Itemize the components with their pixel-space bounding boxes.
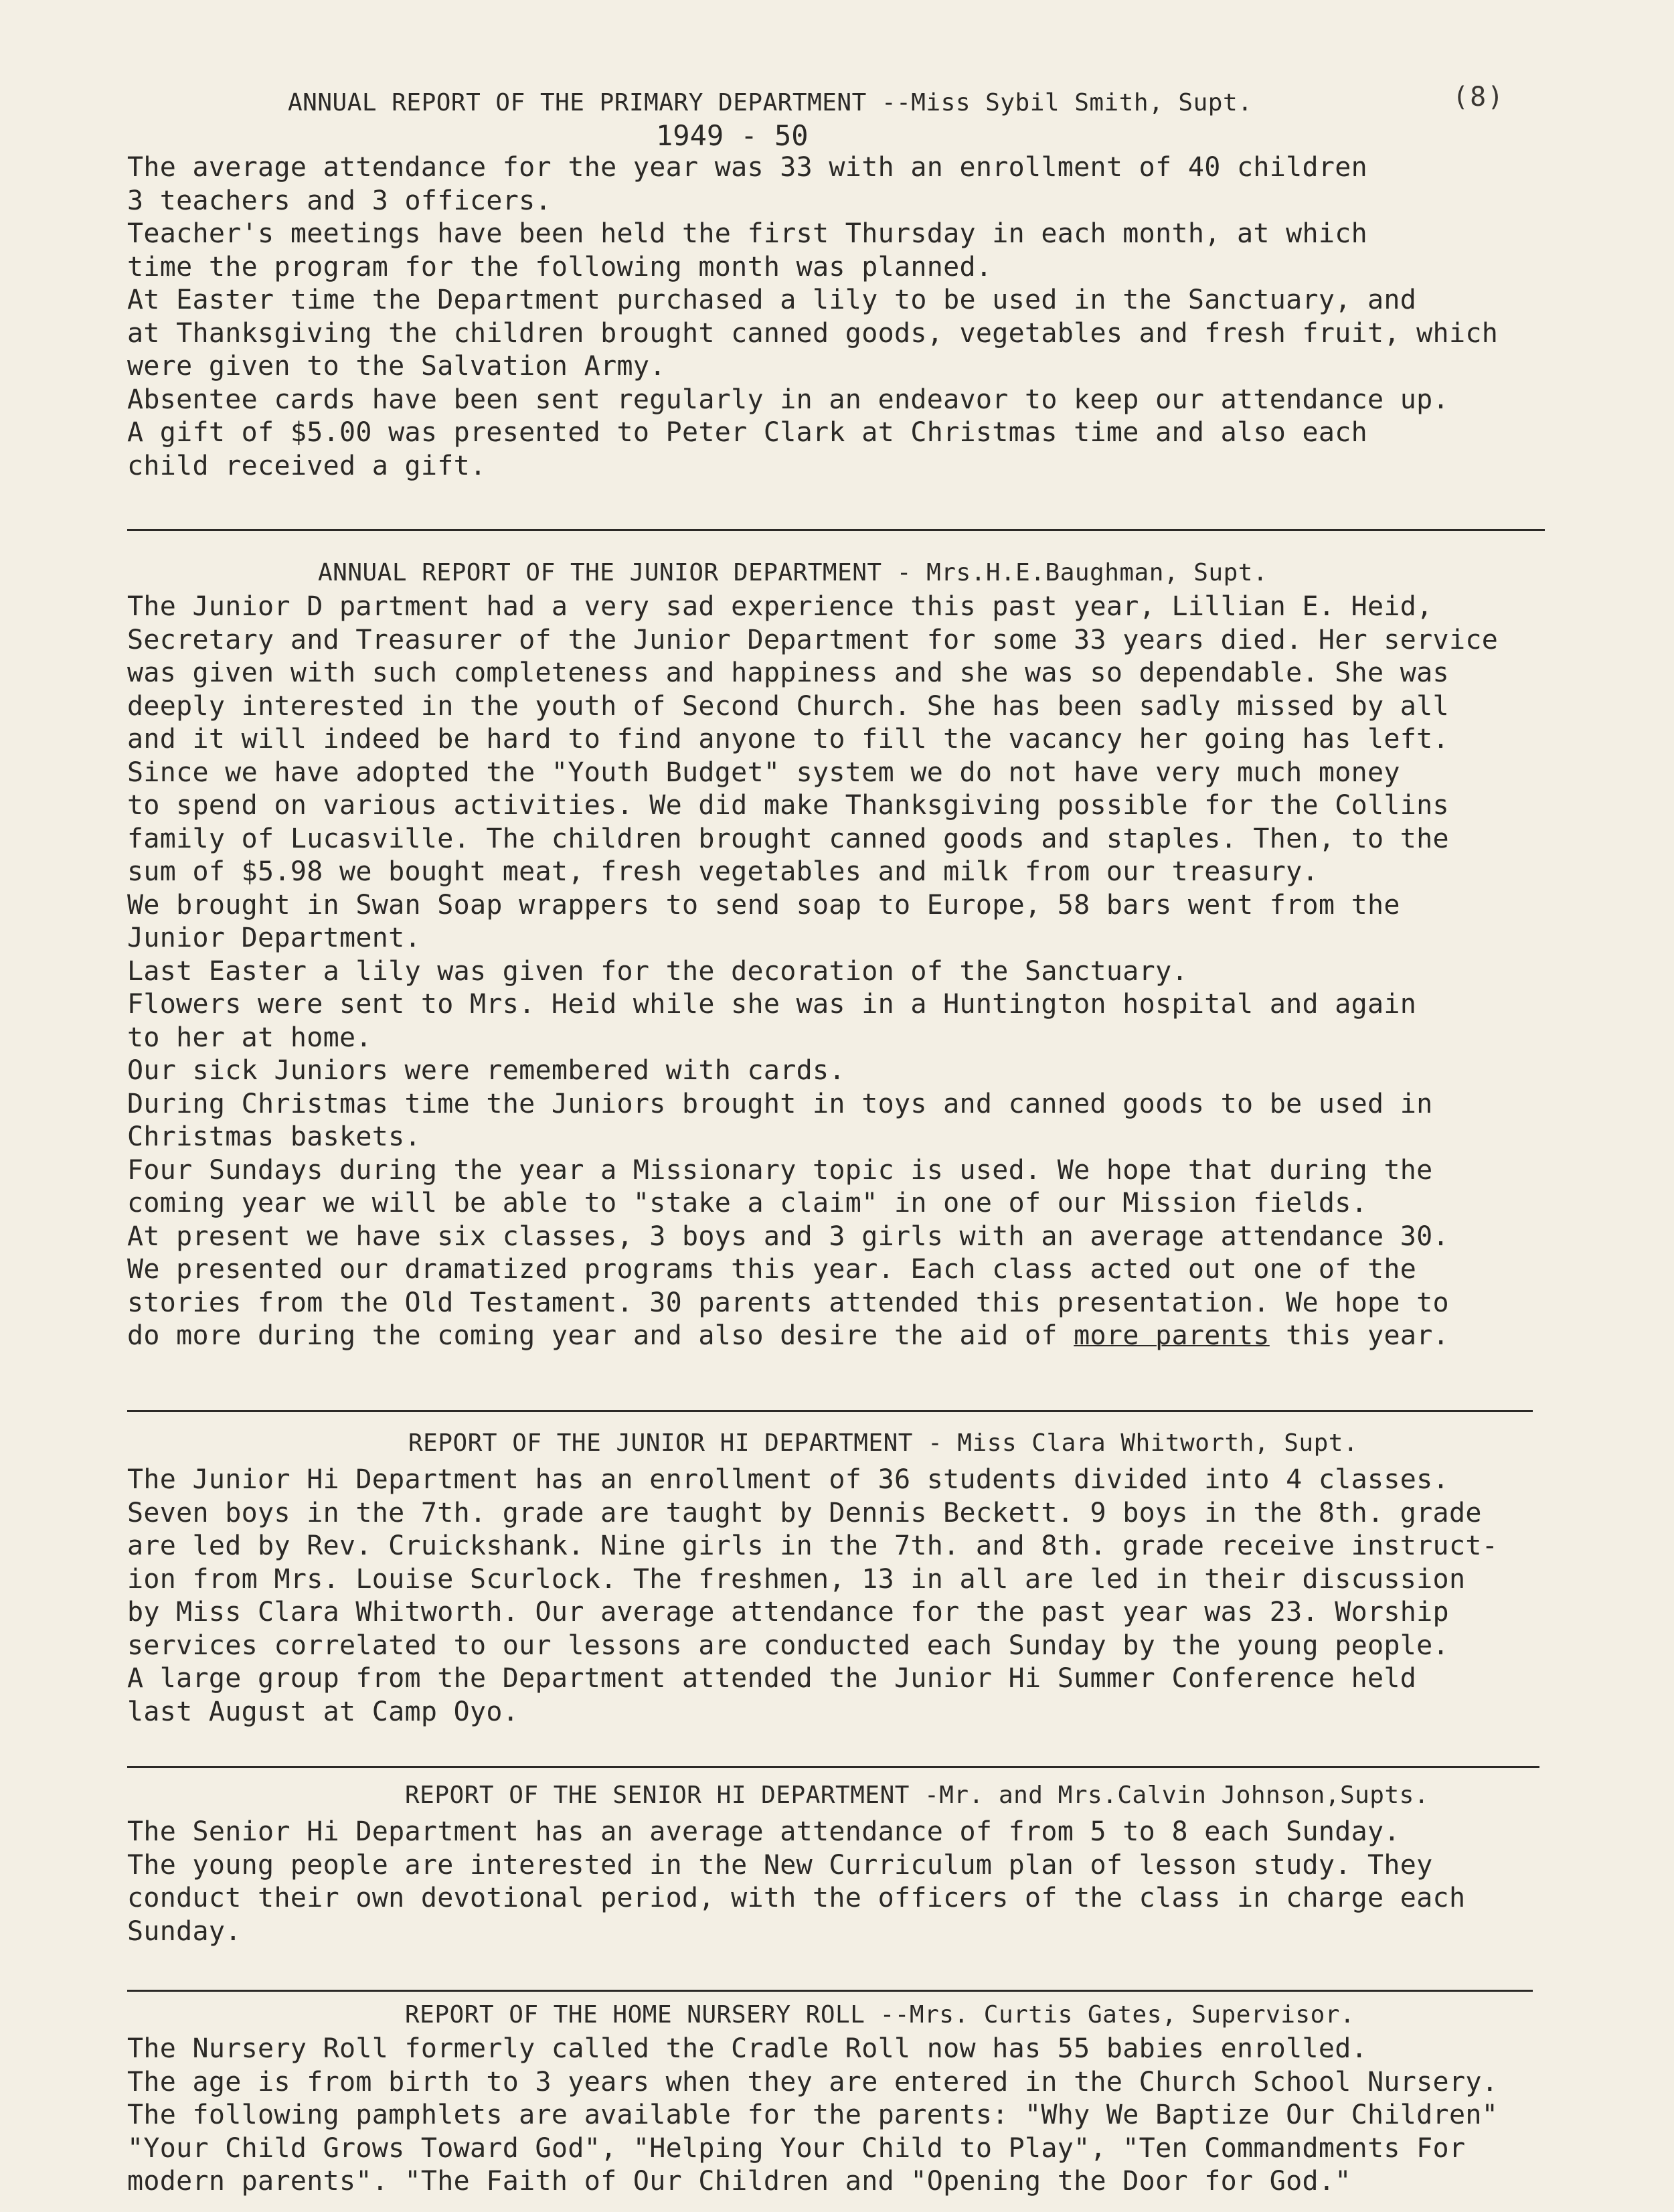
text-line: Junior Department. (127, 923, 421, 953)
section-body (127, 2033, 1553, 2199)
text-run: do more during the coming year and also desire the aid of (127, 1320, 1074, 1351)
text-line (127, 1320, 1553, 1353)
text-line: Seven boys in the 7th. grade are taught by Dennis Beckett. 9 boys in the 8th. grade (127, 1497, 1482, 1528)
text-line: The Nursery Roll formerly called the Cradle Roll now has 55 babies enrolled. (127, 2033, 1368, 2064)
text-line: The following pamphlets are available for the parents: "Why We Baptize Our Children" (127, 2100, 1499, 2130)
text-line: at Thanksgiving the children brought canned goods, vegetables and fresh fruit, which (127, 317, 1499, 349)
section-heading: REPORT OF THE SENIOR HI DEPARTMENT -Mr. and Mrs.Calvin Johnson,Supts. (405, 1782, 1429, 1809)
text-line: modern parents". "The Faith of Our Children and "Opening the Door for God." (127, 2166, 1351, 2197)
text-line: At present we have six classes, 3 boys and 3 girls with an average attendance 30. (127, 1220, 1449, 1252)
junior-hi-department-section (127, 1426, 1553, 1729)
text-line: Absentee cards have been sent regularly in an endeavor to keep our attendance up. (127, 384, 1449, 415)
text-line: to spend on various activities. We did make Thanksgiving possible for the Collins (127, 790, 1449, 821)
text-line: time the program for the following month was planned. (127, 251, 993, 283)
section-divider (127, 1410, 1533, 1412)
page-number: (8) (1452, 82, 1505, 112)
text-line: At Easter time the Department purchased a lily to be used in the Sanctuary, and (127, 285, 1417, 315)
report-year: 1949 - 50 (656, 119, 809, 152)
text-line: The Junior D partment had a very sad experience this past year, Lillian E. Heid, (127, 591, 1433, 622)
text-line: services correlated to our lessons are conducted each Sunday by the young people. (127, 1630, 1449, 1661)
text-line: stories from the Old Testament. 30 parents attended this presentation. We hope to (127, 1287, 1449, 1318)
text-line: conduct their own devotional period, with the officers of the class in charge each (127, 1883, 1466, 1913)
junior-department-section (127, 556, 1553, 1353)
text-line: A large group from the Department attended the Junior Hi Summer Conference held (127, 1663, 1417, 1694)
text-line: to her at home. (127, 1022, 372, 1053)
text-line: was given with such completeness and happiness and she was so dependable. She was (127, 657, 1449, 688)
senior-hi-department-section (127, 1778, 1553, 1948)
text-run: this year. (1269, 1320, 1449, 1351)
text-line: are led by Rev. Cruickshank. Nine girls in the 7th. and 8th. grade receive instruct- (127, 1530, 1499, 1561)
text-line: A gift of $5.00 was presented to Peter Clark at Christmas time and also each (127, 417, 1368, 448)
section-heading: ANNUAL REPORT OF THE JUNIOR DEPARTMENT - Mrs.H.E.Baughman, Supt. (318, 559, 1268, 586)
text-line: Sunday. (127, 1915, 242, 1947)
text-line: The Junior Hi Department has an enrollment of 36 students divided into 4 classes. (127, 1464, 1449, 1495)
section-body (127, 1816, 1553, 1948)
text-line: Since we have adopted the "Youth Budget" system we do not have very much money (127, 757, 1400, 788)
section-divider (127, 1766, 1539, 1768)
text-line: sum of $5.98 we bought meat, fresh vegetables and milk from our treasury. (127, 856, 1319, 887)
text-line: were given to the Salvation Army. (127, 351, 666, 382)
text-line: by Miss Clara Whitworth. Our average attendance for the past year was 23. Worship (127, 1597, 1449, 1628)
text-line: Christmas baskets. (127, 1121, 421, 1152)
text-line: During Christmas time the Juniors brought in toys and canned goods to be used in (127, 1088, 1433, 1119)
section-heading: REPORT OF THE HOME NURSERY ROLL --Mrs. Curtis Gates, Supervisor. (405, 2001, 1355, 2029)
section-divider (127, 529, 1545, 531)
text-line: ion from Mrs. Louise Scurlock. The freshmen, 13 in all are led in their discussion (127, 1563, 1466, 1595)
text-line: Secretary and Treasurer of the Junior Department for some 33 years died. Her service (127, 624, 1499, 655)
section-heading: ANNUAL REPORT OF THE PRIMARY DEPARTMENT --Miss Sybil Smith, Supt. (288, 89, 1253, 116)
text-line: We presented our dramatized programs this year. Each class acted out one of the (127, 1254, 1417, 1285)
section-body (127, 151, 1553, 483)
text-line: The young people are interested in the New Curriculum plan of lesson study. They (127, 1849, 1433, 1881)
section-body (127, 1464, 1553, 1729)
underlined-phrase: more parents (1074, 1320, 1270, 1351)
text-line: child received a gift. (127, 450, 487, 481)
section-heading: REPORT OF THE JUNIOR HI DEPARTMENT - Miss Clara Whitworth, Supt. (408, 1429, 1359, 1457)
text-line: coming year we will be able to "stake a claim" in one of our Mission fields. (127, 1188, 1368, 1218)
section-body (127, 590, 1553, 1353)
text-line: 3 teachers and 3 officers. (127, 185, 552, 216)
section-divider (127, 1990, 1533, 1992)
text-line: deeply interested in the youth of Second Church. She has been sadly missed by all (127, 690, 1449, 722)
text-line: and it will indeed be hard to find anyone to fill the vacancy her going has left. (127, 724, 1449, 755)
home-nursery-roll-section (127, 1998, 1553, 2199)
text-line: We brought in Swan Soap wrappers to send soap to Europe, 58 bars went from the (127, 889, 1400, 921)
text-line: "Your Child Grows Toward God", "Helping Your Child to Play", "Ten Commandments For (127, 2132, 1466, 2164)
text-line: The age is from birth to 3 years when they are entered in the Church School Nursery. (127, 2066, 1499, 2098)
text-line: last August at Camp Oyo. (127, 1696, 519, 1727)
text-line: Flowers were sent to Mrs. Heid while she was in a Huntington hospital and again (127, 989, 1417, 1020)
text-line: Last Easter a lily was given for the decoration of the Sanctuary. (127, 955, 1188, 987)
primary-department-section (127, 86, 1553, 483)
text-line: The average attendance for the year was 33 with an enrollment of 40 children (127, 152, 1368, 183)
text-line: family of Lucasville. The children brought canned goods and staples. Then, to the (127, 823, 1449, 854)
text-line: Our sick Juniors were remembered with cards. (127, 1055, 845, 1086)
text-line: The Senior Hi Department has an average attendance of from 5 to 8 each Sunday. (127, 1816, 1400, 1847)
text-line: Teacher's meetings have been held the first Thursday in each month, at which (127, 218, 1368, 249)
text-line: Four Sundays during the year a Missionary topic is used. We hope that during the (127, 1154, 1433, 1186)
